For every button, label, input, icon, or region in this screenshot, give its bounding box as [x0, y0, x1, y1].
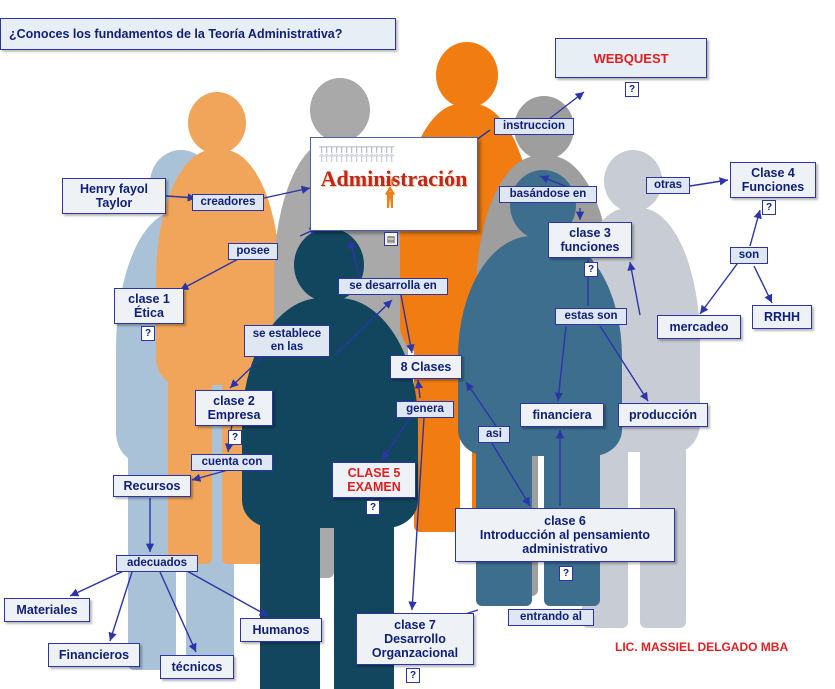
node-rrhh[interactable]: [752, 305, 812, 329]
question-mark-icon[interactable]: ?: [228, 430, 242, 445]
note-icon[interactable]: ▤: [384, 232, 398, 246]
link-label-adecuados-text: adecuados: [126, 557, 188, 570]
link-label-se_establece-text: se establece en las: [252, 328, 322, 353]
node-humanos-label: Humanos: [252, 623, 310, 637]
question-mark-icon[interactable]: ?: [584, 262, 598, 277]
question-mark-icon[interactable]: ?: [625, 82, 639, 97]
node-clase2-label: clase 2 Empresa: [207, 394, 261, 422]
node-henry[interactable]: [62, 178, 166, 214]
page-title: [0, 18, 396, 50]
administracion-image-box: [310, 137, 478, 231]
node-clase3-label: clase 3 funciones: [560, 226, 620, 254]
link-label-instruccion-text: instruccion: [503, 120, 565, 133]
node-clase7-label: clase 7 Desarrollo Organzacional: [371, 618, 459, 660]
node-mercadeo[interactable]: [657, 315, 741, 339]
link-label-basandose: [499, 186, 597, 203]
node-clase5[interactable]: [332, 462, 416, 498]
node-clases8[interactable]: [390, 355, 462, 379]
link-label-asi-text: asi: [486, 428, 502, 441]
link-label-son: [730, 247, 768, 264]
link-label-posee: [228, 243, 278, 260]
author-signature: LIC. MASSIEL DELGADO MBA: [615, 640, 789, 654]
node-clase6-label: clase 6 Introducción al pensamiento administrativo: [479, 514, 651, 556]
node-recursos[interactable]: [113, 475, 191, 497]
node-financiera-label: financiera: [532, 408, 592, 422]
page-title-text: ¿Conoces los fundamentos de la Teoría Administrativa?: [9, 27, 343, 41]
node-clases8-label: 8 Clases: [400, 360, 452, 374]
node-clase5-label: CLASE 5 EXAMEN: [347, 466, 401, 494]
node-tecnicos-label: técnicos: [171, 660, 223, 674]
node-mercadeo-label: mercadeo: [669, 320, 729, 334]
link-label-genera-text: genera: [406, 403, 444, 416]
node-clase7[interactable]: [356, 613, 474, 665]
link-label-entrando_al-text: entrando al: [520, 611, 582, 624]
link-label-creadores-text: creadores: [200, 196, 256, 209]
node-clase3[interactable]: [548, 222, 632, 258]
link-label-cuenta_con: [191, 454, 273, 471]
link-label-son-text: son: [738, 249, 760, 262]
node-clase4[interactable]: [730, 162, 816, 198]
question-mark-icon[interactable]: ?: [559, 566, 573, 581]
node-clase6[interactable]: [455, 508, 675, 562]
node-financieros[interactable]: [48, 643, 140, 667]
question-mark-icon[interactable]: ?: [406, 668, 420, 683]
node-clase4-label: Clase 4 Funciones: [741, 166, 805, 194]
link-label-se_desarrolla-text: se desarrolla en: [349, 280, 437, 293]
question-mark-icon[interactable]: ?: [762, 200, 776, 215]
node-produccion[interactable]: [618, 403, 708, 427]
link-label-cuenta_con-text: cuenta con: [201, 456, 263, 469]
node-clase1[interactable]: [114, 288, 184, 324]
node-clase2[interactable]: [195, 390, 273, 426]
link-label-genera: [396, 401, 454, 418]
node-recursos-label: Recursos: [123, 479, 181, 493]
link-label-adecuados: [116, 555, 198, 572]
link-label-creadores: [192, 194, 264, 211]
link-label-se_desarrolla: [338, 278, 448, 295]
link-label-estas_son: [555, 308, 627, 325]
link-label-instruccion: [494, 118, 574, 135]
link-label-posee-text: posee: [236, 245, 270, 258]
node-humanos[interactable]: [240, 618, 322, 642]
question-mark-icon[interactable]: ?: [141, 326, 155, 341]
link-label-basandose-text: basándose en: [509, 188, 587, 201]
webquest-box[interactable]: [555, 38, 707, 78]
node-materiales[interactable]: [4, 598, 90, 622]
administracion-title: Administración: [320, 166, 468, 191]
link-label-estas_son-text: estas son: [564, 310, 618, 323]
link-label-otras: [646, 177, 690, 194]
node-clase1-label: clase 1 Ética: [128, 292, 170, 320]
node-tecnicos[interactable]: [160, 655, 234, 679]
link-label-asi: [478, 426, 510, 443]
node-materiales-label: Materiales: [16, 603, 78, 617]
node-financiera[interactable]: [520, 403, 604, 427]
node-produccion-label: producción: [628, 408, 698, 422]
node-rrhh-label: RRHH: [763, 310, 801, 324]
question-mark-icon[interactable]: ?: [366, 500, 380, 515]
node-henry-label: Henry fayol Taylor: [79, 182, 149, 210]
crowd-row-2: ŤŤŤŤŤŤŤŤŤŤŤŤŤŤŤ: [319, 154, 394, 164]
webquest-label: WEBQUEST: [593, 50, 669, 66]
crowd-row-1: ŤŤŤŤŤŤŤŤŤŤŤŤŤŤŤ: [319, 146, 394, 155]
link-label-otras-text: otras: [653, 179, 683, 192]
link-label-se_establece: [244, 325, 330, 357]
node-financieros-label: Financieros: [58, 648, 130, 662]
link-label-entrando_al: [508, 609, 594, 626]
